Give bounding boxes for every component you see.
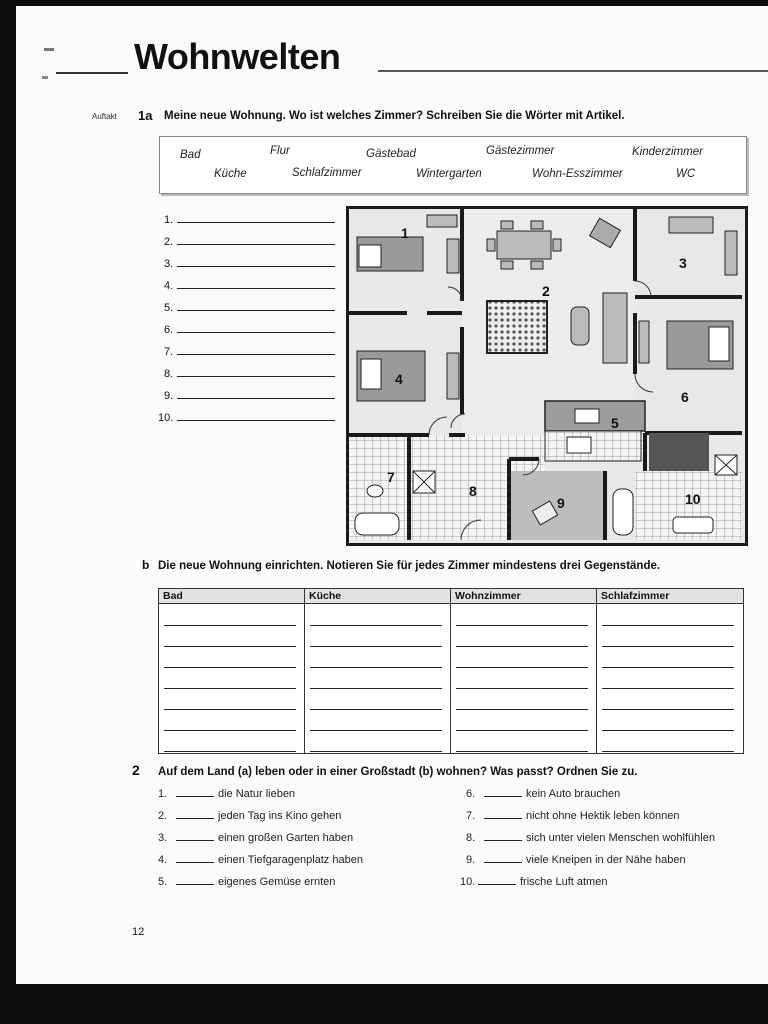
word-item: Wintergarten: [416, 168, 482, 180]
list-item[interactable]: [158, 876, 335, 888]
exercise-label-b: b: [142, 558, 150, 572]
answer-number: 2.: [164, 236, 174, 248]
answer-number: 10.: [158, 412, 174, 424]
table-writing-line[interactable]: [602, 751, 734, 752]
answer-number: 7.: [164, 346, 174, 358]
item-number: 9.: [466, 854, 476, 866]
table-writing-line[interactable]: [602, 625, 734, 626]
table-writing-line[interactable]: [456, 667, 588, 668]
item-number: 6.: [466, 788, 476, 800]
item-number: 8.: [466, 832, 476, 844]
item-text: einen Tiefgaragenplatz haben: [218, 854, 363, 866]
item-number: 10.: [460, 876, 476, 888]
table-writing-line[interactable]: [456, 625, 588, 626]
item-text: einen großen Garten haben: [218, 832, 354, 844]
item-number: 5.: [158, 876, 168, 888]
word-item: Wohn-Esszimmer: [532, 168, 623, 180]
answer-line[interactable]: [164, 258, 335, 270]
table-writing-line[interactable]: [456, 646, 588, 647]
answer-line[interactable]: [164, 346, 335, 358]
list-item[interactable]: [158, 854, 363, 866]
title-rule-left: [56, 72, 128, 74]
item-text: kein Auto brauchen: [526, 788, 621, 800]
room-number: 2: [542, 283, 550, 299]
table-writing-line[interactable]: [164, 667, 296, 668]
table-writing-line[interactable]: [602, 667, 734, 668]
word-item: Gästebad: [366, 148, 416, 160]
exercise-number-1a: 1a: [138, 108, 153, 123]
room-number: 10: [685, 491, 701, 507]
workbook-page: [16, 6, 768, 984]
room-number: 8: [469, 483, 477, 499]
answer-line[interactable]: [158, 412, 335, 424]
list-item[interactable]: [158, 810, 341, 822]
room-number: 9: [557, 495, 565, 511]
answer-number: 4.: [164, 280, 174, 292]
answer-line[interactable]: [164, 236, 335, 248]
table-writing-line[interactable]: [164, 688, 296, 689]
word-item: Flur: [270, 145, 290, 157]
list-item[interactable]: [466, 854, 686, 866]
table-column-header: Wohnzimmer: [455, 590, 521, 602]
item-text: jeden Tag ins Kino gehen: [218, 810, 342, 822]
table-writing-line[interactable]: [164, 751, 296, 752]
list-item[interactable]: [466, 832, 715, 844]
table-writing-line[interactable]: [602, 730, 734, 731]
table-writing-line[interactable]: [164, 730, 296, 731]
item-number: 7.: [466, 810, 476, 822]
answer-line[interactable]: [164, 390, 335, 402]
word-item: Schlafzimmer: [292, 167, 362, 179]
title-decoration: [42, 76, 48, 79]
item-number: 3.: [158, 832, 168, 844]
table-writing-line[interactable]: [602, 709, 734, 710]
list-item[interactable]: [158, 788, 295, 800]
word-item: Bad: [180, 149, 201, 161]
table-writing-line[interactable]: [310, 646, 442, 647]
room-number: 1: [401, 225, 409, 241]
room-number: 4: [395, 371, 403, 387]
table-writing-line[interactable]: [164, 646, 296, 647]
table-writing-line[interactable]: [310, 709, 442, 710]
list-item[interactable]: [460, 876, 607, 888]
item-number: 4.: [158, 854, 168, 866]
item-text: sich unter vielen Menschen wohlfühlen: [526, 832, 715, 844]
exercise-1b-instruction: Die neue Wohnung einrichten. Notieren Sie für jedes Zimmer mindestens drei Gegenstände.: [158, 560, 661, 572]
word-item: Gästezimmer: [486, 145, 555, 157]
answer-number: 1.: [164, 214, 174, 226]
room-number: 5: [611, 415, 619, 431]
exercise-2-instruction: Auf dem Land (a) leben oder in einer Großstadt (b) wohnen? Was passt? Ordnen Sie zu.: [158, 766, 638, 778]
answer-number: 8.: [164, 368, 174, 380]
table-writing-line[interactable]: [310, 751, 442, 752]
table-column-header: Küche: [309, 590, 342, 602]
table-column-header: Bad: [163, 590, 183, 602]
title-rule-right: [378, 70, 768, 72]
item-text: nicht ohne Hektik leben können: [526, 810, 680, 822]
word-item: WC: [676, 168, 696, 180]
floor-plan: [346, 206, 748, 546]
answer-line[interactable]: [164, 280, 335, 292]
table-writing-line[interactable]: [456, 730, 588, 731]
table-divider: [304, 589, 305, 753]
answer-line[interactable]: [164, 214, 335, 226]
title-decoration: [44, 48, 54, 51]
room-number: 7: [387, 469, 395, 485]
item-number: 1.: [158, 788, 168, 800]
section-tag: Auftakt: [92, 112, 117, 121]
table-writing-line[interactable]: [602, 688, 734, 689]
page-title: Wohnwelten: [134, 36, 341, 77]
answer-number: 5.: [164, 302, 174, 314]
list-item[interactable]: [158, 832, 353, 844]
answer-number: 3.: [164, 258, 174, 270]
answer-number: 6.: [164, 324, 174, 336]
table-writing-line[interactable]: [456, 709, 588, 710]
word-item: Kinderzimmer: [632, 146, 703, 158]
table-writing-line[interactable]: [602, 646, 734, 647]
list-item[interactable]: [466, 788, 620, 800]
table-writing-line[interactable]: [310, 667, 442, 668]
item-text: viele Kneipen in der Nähe haben: [526, 854, 686, 866]
table-writing-line[interactable]: [310, 730, 442, 731]
table-writing-line[interactable]: [164, 625, 296, 626]
answer-line[interactable]: [164, 324, 335, 336]
exercise-number-2: 2: [132, 762, 140, 778]
room-number: 6: [681, 389, 689, 405]
item-number: 2.: [158, 810, 168, 822]
word-box: [159, 136, 747, 194]
exercise-1a-instruction: Meine neue Wohnung. Wo ist welches Zimmer? Schreiben Sie die Wörter mit Artikel.: [164, 110, 625, 122]
item-text: frische Luft atmen: [520, 876, 608, 888]
answer-line[interactable]: [164, 368, 335, 380]
table-writing-line[interactable]: [456, 751, 588, 752]
table-writing-line[interactable]: [164, 709, 296, 710]
table-writing-line[interactable]: [310, 625, 442, 626]
item-text: eigenes Gemüse ernten: [218, 876, 336, 888]
word-item: Küche: [214, 168, 247, 180]
list-item[interactable]: [466, 810, 680, 822]
room-number: 3: [679, 255, 687, 271]
answer-number: 9.: [164, 390, 174, 402]
table-divider: [596, 589, 597, 753]
table-writing-line[interactable]: [456, 688, 588, 689]
table-divider: [450, 589, 451, 753]
item-text: die Natur lieben: [218, 788, 296, 800]
answer-line[interactable]: [164, 302, 335, 314]
items-table: [158, 588, 744, 754]
table-column-header: Schlafzimmer: [601, 590, 670, 602]
page-number: 12: [132, 926, 145, 938]
table-writing-line[interactable]: [310, 688, 442, 689]
